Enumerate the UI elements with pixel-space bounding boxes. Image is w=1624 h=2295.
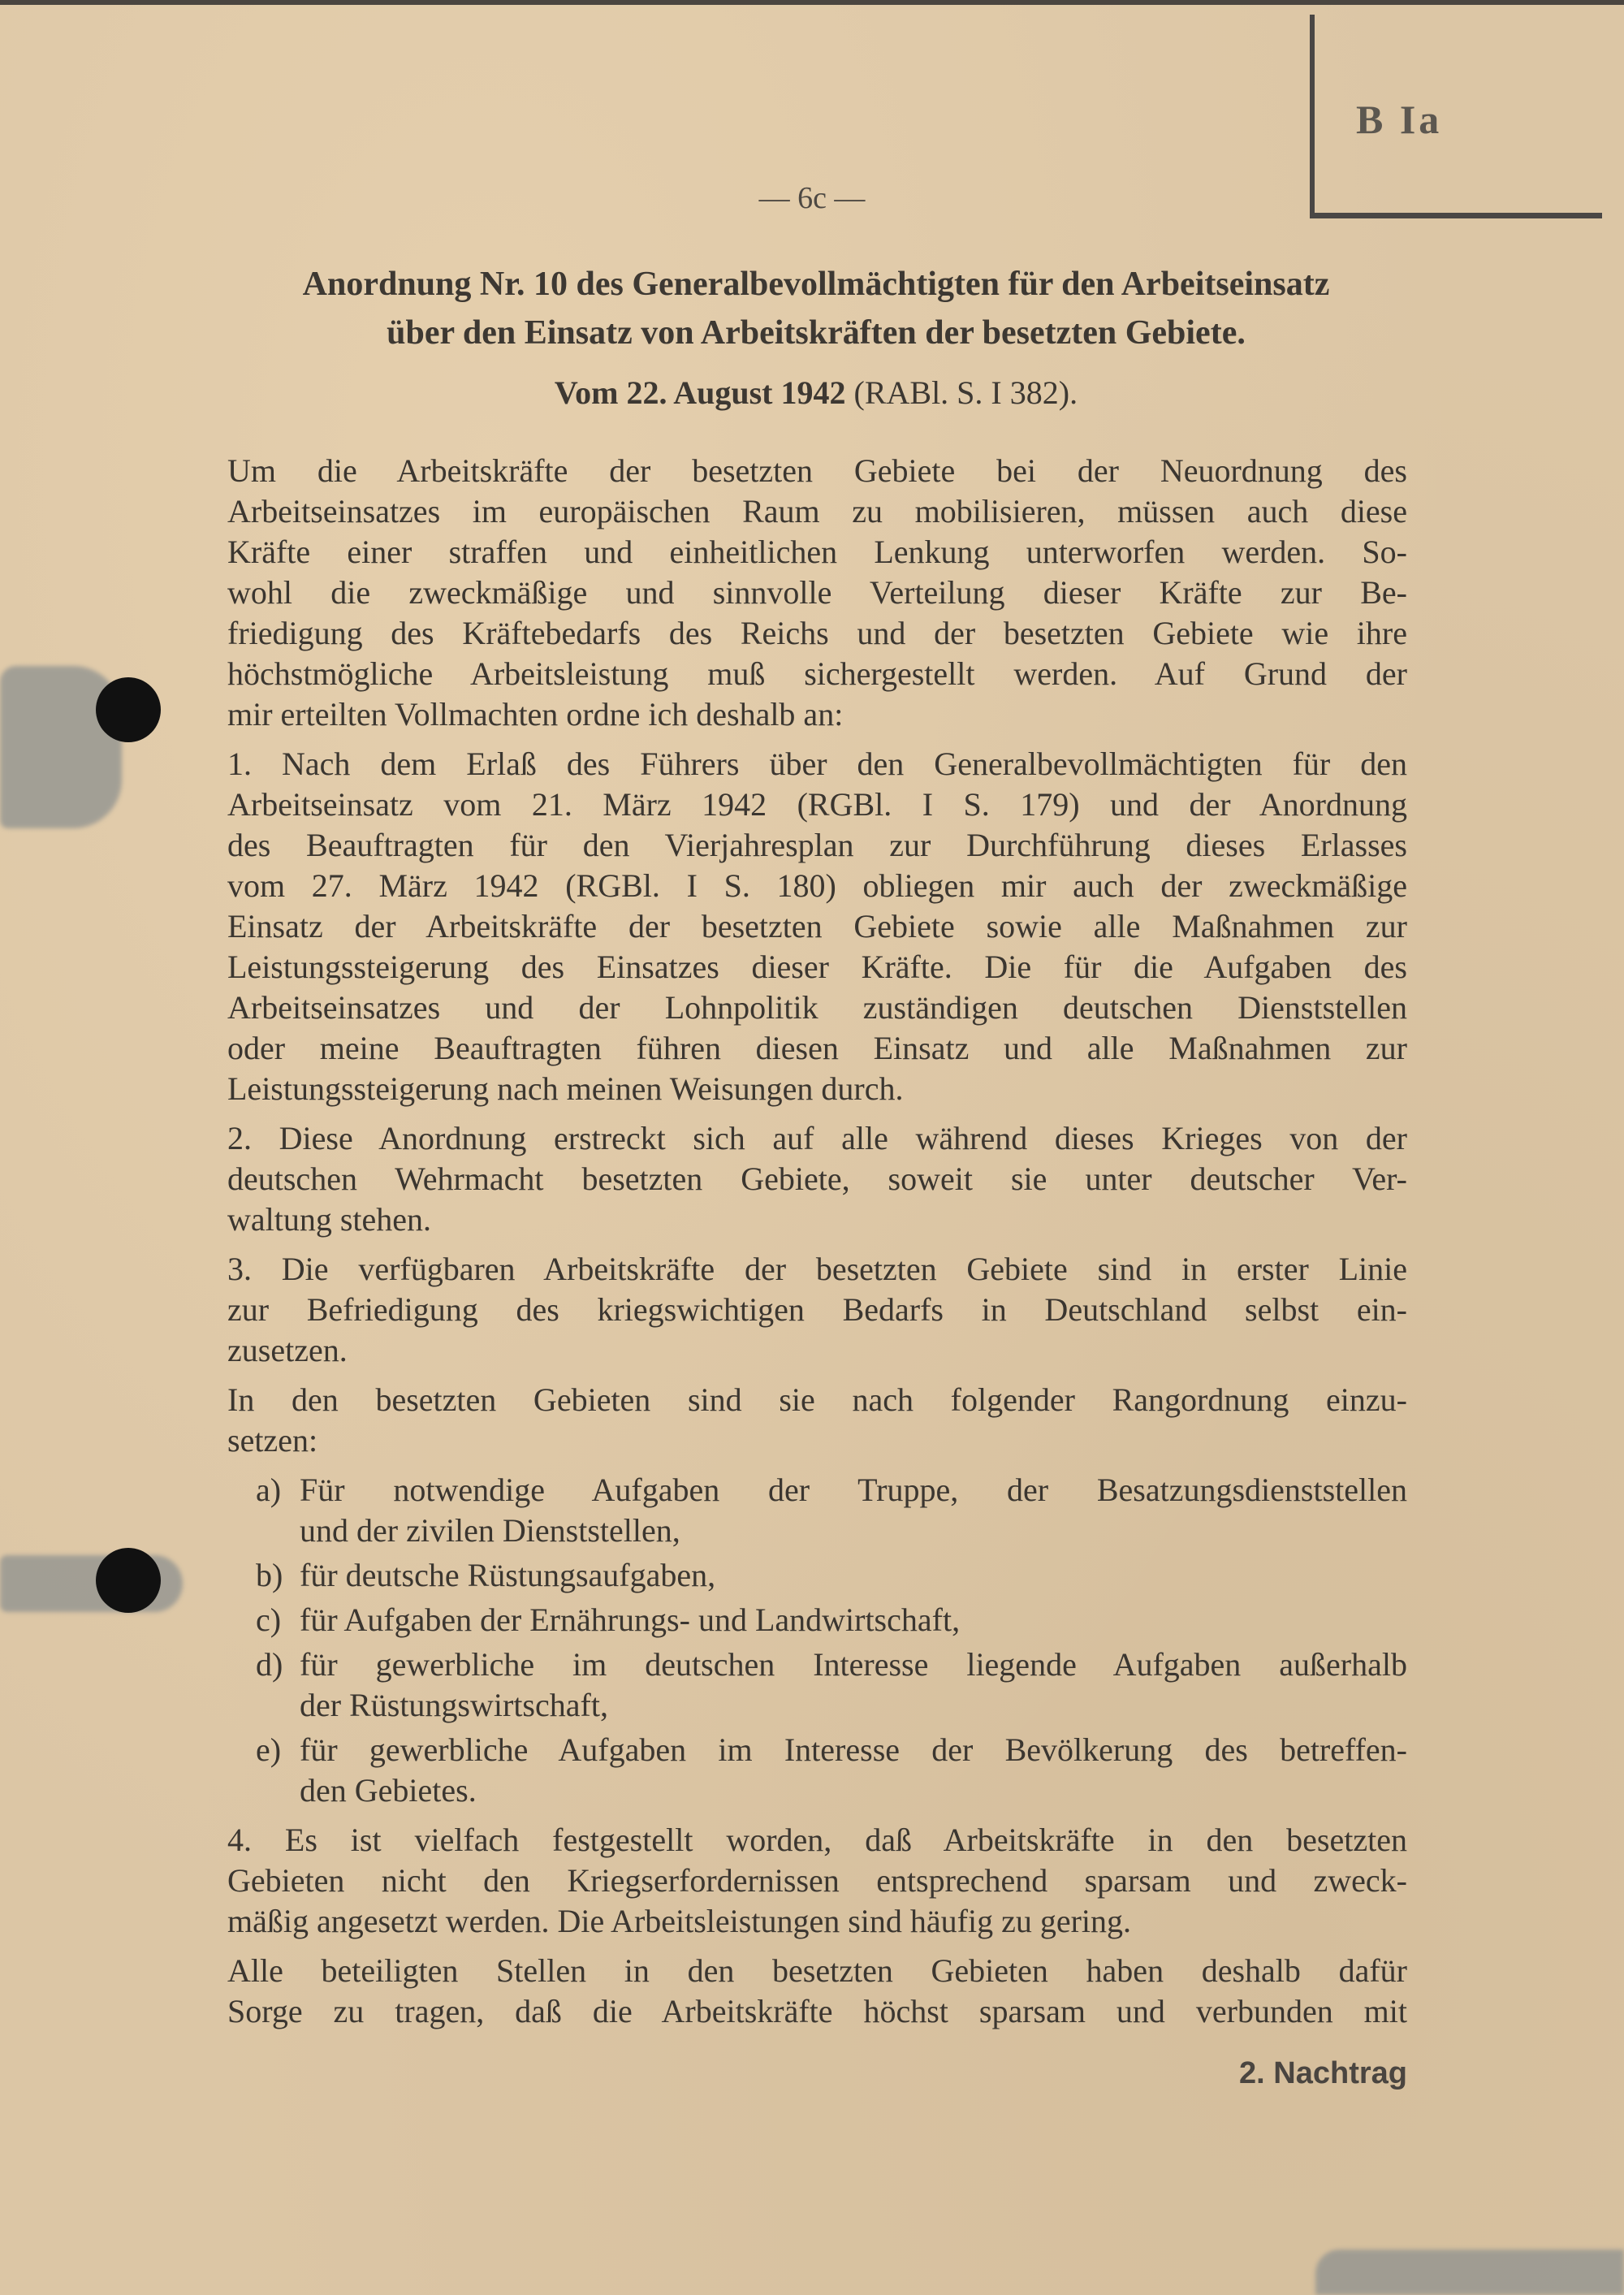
text-line: zur Befriedigung des kriegswichtigen Bedarfs in Deutschland selbst ein- xyxy=(227,1291,1407,1328)
list-item xyxy=(227,1470,1407,1551)
list-item-label: e) xyxy=(256,1731,282,1768)
punch-hole xyxy=(96,1548,161,1613)
paper-stain xyxy=(1315,2250,1624,2295)
document-date xyxy=(219,374,1413,412)
text-line: In den besetzten Gebieten sind sie nach folgender Rangordnung einzu- xyxy=(227,1381,1407,1418)
list-item-label: d) xyxy=(256,1646,283,1683)
text-line: Um die Arbeitskräfte der besetzten Gebiete bei der Neuordnung des xyxy=(227,452,1407,489)
text-line: wohl die zweckmäßige und sinnvolle Verteilung dieser Kräfte zur Be- xyxy=(227,574,1407,611)
punch-hole xyxy=(96,677,161,742)
text-line: Arbeitseinsatz vom 21. März 1942 (RGBl. I S. 179) und der Anordnung xyxy=(227,786,1407,823)
document-title-line-1: Anordnung Nr. 10 des Generalbevollmächtigten für den Arbeitseinsatz xyxy=(302,266,1330,303)
text-line: Arbeitseinsatzes und der Lohnpolitik zuständigen deutschen Dienststellen xyxy=(227,989,1407,1026)
scan-top-edge xyxy=(0,0,1624,5)
paragraph xyxy=(227,744,1407,1109)
text-line: für gewerbliche Aufgaben im Interesse der Bevölkerung des betreffen- xyxy=(300,1731,1407,1768)
text-line: und der zivilen Dienststellen, xyxy=(300,1512,680,1549)
text-line: Kräfte einer straffen und einheitlichen Lenkung unterworfen werden. So- xyxy=(227,534,1407,570)
text-line: 3. Die verfügbaren Arbeitskräfte der besetzten Gebiete sind in erster Linie xyxy=(227,1251,1407,1287)
text-line: 2. Diese Anordnung erstreckt sich auf alle während dieses Krieges von der xyxy=(227,1120,1407,1156)
text-line: für deutsche Rüstungsaufgaben, xyxy=(300,1557,716,1593)
text-line: für Aufgaben der Ernährungs- und Landwirtschaft, xyxy=(300,1601,961,1638)
text-line: den Gebietes. xyxy=(300,1772,477,1809)
text-line: für gewerbliche im deutschen Interesse liegende Aufgaben außerhalb xyxy=(300,1646,1407,1683)
supplement-label: 2. Nachtrag xyxy=(1239,2056,1407,2090)
paragraph xyxy=(227,1820,1407,1942)
text-line: Leistungssteigerung des Einsatzes dieser Kräfte. Die für die Aufgaben des xyxy=(227,949,1407,985)
text-line: vom 27. März 1942 (RGBl. I S. 180) obliegen mir auch der zweckmäßige xyxy=(227,867,1407,904)
text-line: Gebieten nicht den Kriegserfordernissen entsprechend sparsam und zweck- xyxy=(227,1862,1407,1899)
date-text: Vom 22. August 1942 xyxy=(554,374,846,411)
text-line: friedigung des Kräftebedarfs des Reichs und der besetzten Gebiete wie ihre xyxy=(227,615,1407,651)
gazette-reference: (RABl. S. I 382). xyxy=(845,374,1078,411)
document-body xyxy=(227,451,1407,2032)
page-number: — 6c — xyxy=(758,181,866,215)
list-item xyxy=(227,1645,1407,1726)
paragraph xyxy=(227,451,1407,735)
text-line: der Rüstungswirtschaft, xyxy=(300,1687,608,1723)
section-box-border xyxy=(1310,15,1315,218)
text-line: Einsatz der Arbeitskräfte der besetzten Gebiete sowie alle Maßnahmen zur xyxy=(227,908,1407,944)
paragraph xyxy=(227,1380,1407,1461)
document-title-line-2: über den Einsatz von Arbeitskräften der besetzten Gebiete. xyxy=(387,314,1246,352)
text-line: 1. Nach dem Erlaß des Führers über den Generalbevollmächtigten für den xyxy=(227,746,1407,782)
list-item xyxy=(227,1600,1407,1640)
text-line: deutschen Wehrmacht besetzten Gebiete, soweit sie unter deutscher Ver- xyxy=(227,1160,1407,1197)
section-box-border xyxy=(1310,213,1602,218)
text-line: mäßig angesetzt werden. Die Arbeitsleistungen sind häufig zu gering. xyxy=(227,1903,1132,1939)
paragraph xyxy=(227,1249,1407,1371)
paragraph xyxy=(227,1118,1407,1240)
text-line: Für notwendige Aufgaben der Truppe, der Besatzungsdienststellen xyxy=(300,1472,1407,1508)
text-line: Arbeitseinsatzes im europäischen Raum zu mobilisieren, müssen auch diese xyxy=(227,493,1407,529)
list-item-label: a) xyxy=(256,1472,282,1508)
text-line: des Beauftragten für den Vierjahresplan zur Durchführung dieses Erlasses xyxy=(227,827,1407,863)
list-item-label: c) xyxy=(256,1601,282,1638)
text-line: Alle beteiligten Stellen in den besetzten Gebieten haben deshalb dafür xyxy=(227,1952,1407,1989)
list-item-label: b) xyxy=(256,1557,283,1593)
section-code: B Ia xyxy=(1356,97,1443,142)
paragraph xyxy=(227,1951,1407,2032)
text-line: oder meine Beauftragten führen diesen Einsatz und alle Maßnahmen zur xyxy=(227,1030,1407,1066)
text-line: mir erteilten Vollmachten ordne ich deshalb an: xyxy=(227,696,844,733)
text-line: Sorge zu tragen, daß die Arbeitskräfte höchst sparsam und verbunden mit xyxy=(227,1993,1407,2029)
text-line: höchstmögliche Arbeitsleistung muß sichergestellt werden. Auf Grund der xyxy=(227,655,1407,692)
text-line: Leistungssteigerung nach meinen Weisungen durch. xyxy=(227,1070,904,1107)
text-line: waltung stehen. xyxy=(227,1201,432,1238)
priority-list xyxy=(227,1470,1407,1811)
text-line: setzen: xyxy=(227,1422,318,1459)
list-item xyxy=(227,1555,1407,1596)
text-line: zusetzen. xyxy=(227,1332,348,1368)
list-item xyxy=(227,1730,1407,1811)
text-line: 4. Es ist vielfach festgestellt worden, daß Arbeitskräfte in den besetzten xyxy=(227,1822,1407,1858)
